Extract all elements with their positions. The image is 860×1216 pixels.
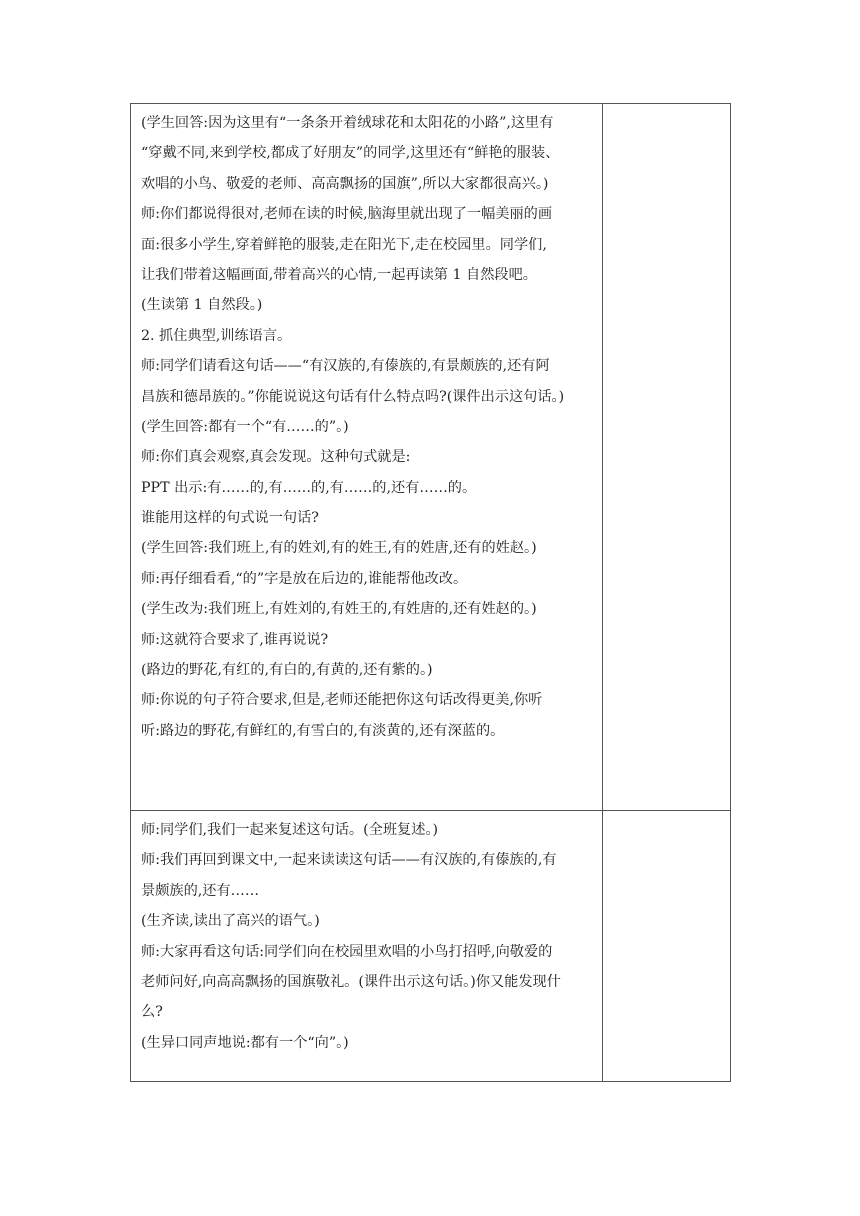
table-row <box>131 811 731 1082</box>
process-text <box>131 104 602 746</box>
text-line: 听:路边的野花,有鲜红的,有雪白的,有淡黄的,还有深蓝的。 <box>141 722 505 739</box>
text-line: 师:我们再回到课文中,一起来读读这句话——有汉族的,有傣族的,有 <box>141 852 557 869</box>
text-line: (生异口同声地说:都有一个“向”。) <box>141 1034 349 1051</box>
text-line: (学生回答:我们班上,有的姓刘,有的姓王,有的姓唐,还有的姓赵。) <box>141 540 537 557</box>
text-line: (路边的野花,有红的,有白的,有黄的,还有紫的。) <box>141 662 433 679</box>
text-line: 昌族和德昂族的。”你能说说这句话有什么特点吗?(课件出示这句话。) <box>141 388 565 405</box>
text-line: 师:你说的句子符合要求,但是,老师还能把你这句话改得更美,你听 <box>141 692 543 709</box>
text-line: 师:大家再看这句话:同学们向在校园里欢唱的小鸟打招呼,向敬爱的 <box>141 943 553 960</box>
text-line: (学生改为:我们班上,有姓刘的,有姓王的,有姓唐的,还有姓赵的。) <box>141 601 537 618</box>
lesson-plan-table <box>130 103 731 1082</box>
text-line: 面:很多小学生,穿着鲜艳的服装,走在阳光下,走在校园里。同学们, <box>141 236 547 253</box>
text-line: 师:你们都说得很对,老师在读的时候,脑海里就出现了一幅美丽的画 <box>141 206 553 223</box>
text-line: (学生回答:都有一个“有……的”。) <box>141 418 349 435</box>
text-line: 师:同学们请看这句话——“有汉族的,有傣族的,有景颇族的,还有阿 <box>141 358 550 375</box>
text-line: 老师问好,向高高飘扬的国旗敬礼。(课件出示这句话。)你又能发现什 <box>141 973 561 990</box>
table-row <box>131 104 731 811</box>
text-line: “穿戴不同,来到学校,都成了好朋友”的同学,这里还有“鲜艳的服装、 <box>141 145 560 162</box>
text-line: 让我们带着这幅画面,带着高兴的心情,一起再读第 1 自然段吧。 <box>141 266 537 283</box>
text-line: (学生回答:因为这里有“一条条开着绒球花和太阳花的小路”,这里有 <box>141 115 554 131</box>
text-line: 师:你们真会观察,真会发现。这种句式就是: <box>141 449 411 466</box>
text-line: 2. 抓住典型,训练语言。 <box>141 327 292 344</box>
process-cell <box>131 104 603 811</box>
process-text <box>131 811 602 1058</box>
text-line: 景颇族的,还有…… <box>141 882 260 899</box>
text-line: 师:再仔细看看,“的”字是放在后边的,谁能帮他改改。 <box>141 570 468 587</box>
notes-cell <box>603 104 731 811</box>
notes-cell <box>603 811 731 1082</box>
text-line: 么? <box>141 1004 163 1021</box>
text-line: 师:同学们,我们一起来复述这句话。(全班复述。) <box>141 822 439 838</box>
text-line: 欢唱的小鸟、敬爱的老师、高高飘扬的国旗”,所以大家都很高兴。) <box>141 175 549 192</box>
text-line: PPT 出示:有……的,有……的,有……的,还有……的。 <box>141 479 477 496</box>
process-cell <box>131 811 603 1082</box>
text-line: (生齐读,读出了高兴的语气。) <box>141 913 320 930</box>
text-line: (生读第 1 自然段。) <box>141 297 263 314</box>
text-line: 谁能用这样的句式说一句话? <box>141 510 319 527</box>
text-line: 师:这就符合要求了,谁再说说? <box>141 631 329 648</box>
